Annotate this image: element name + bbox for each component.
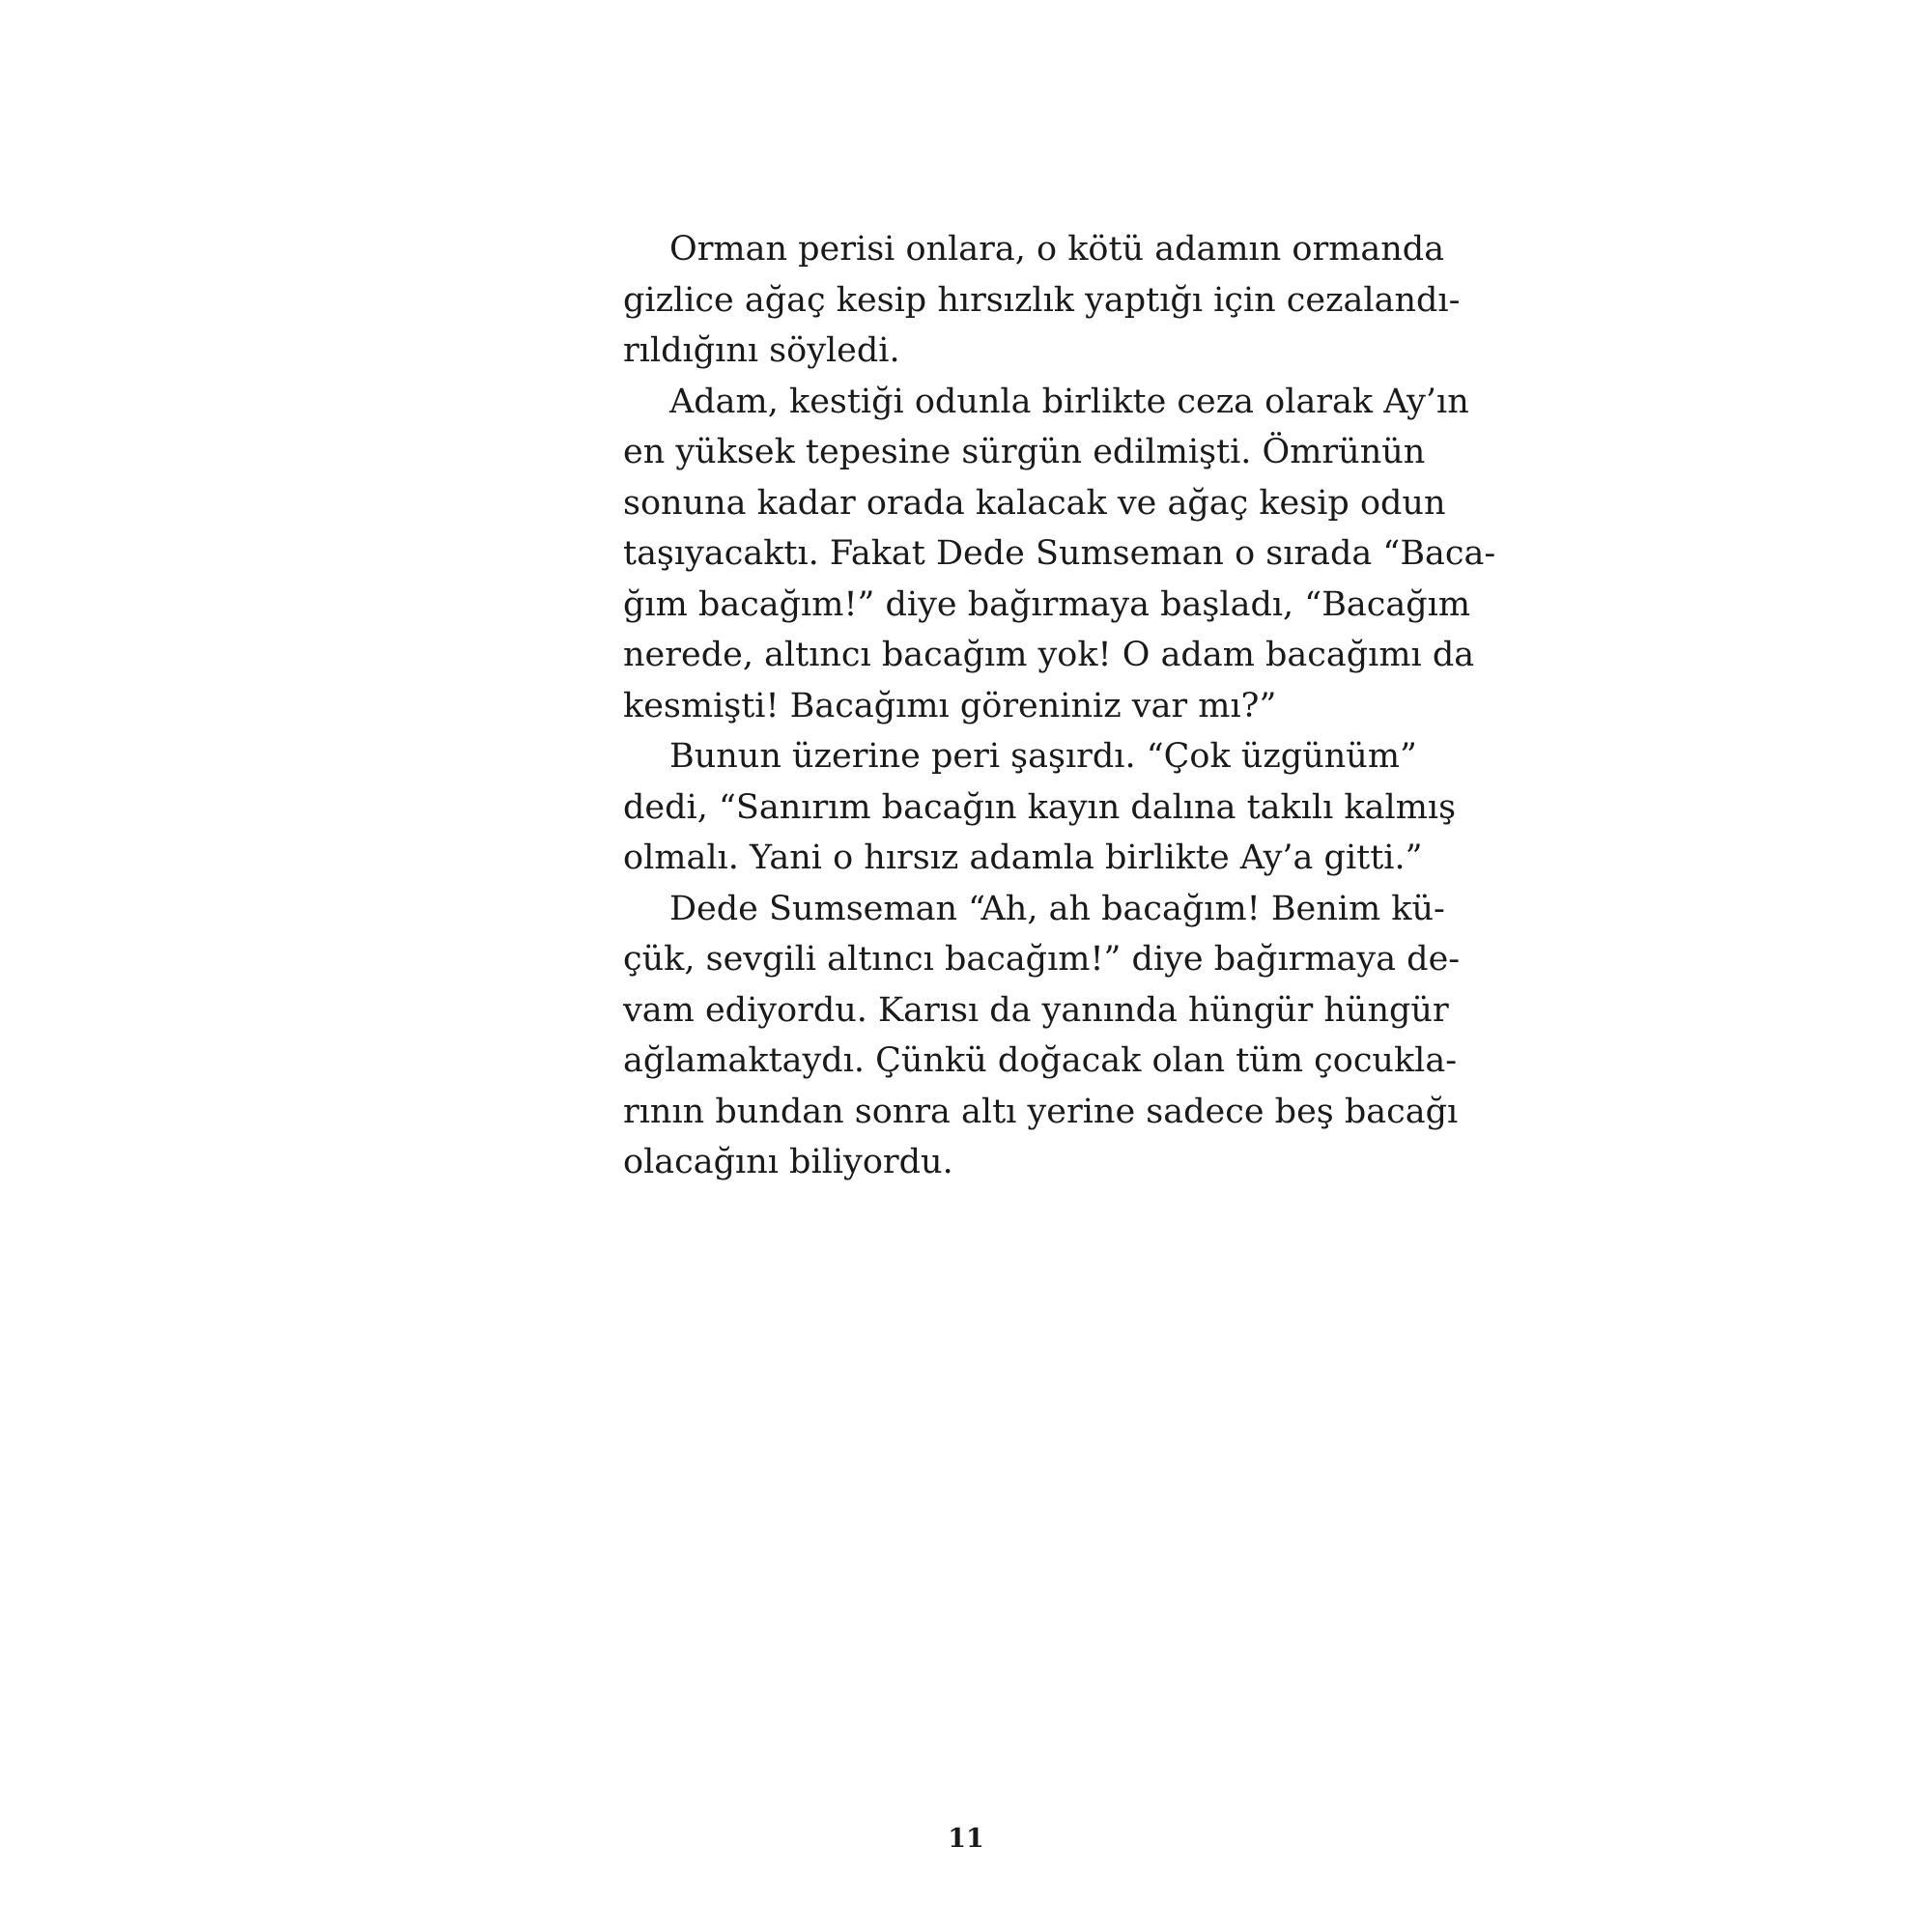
text-line: rıldığını söyledi. xyxy=(623,331,900,370)
paragraph xyxy=(623,884,1461,1188)
text-line: Adam, kestiği odunla birlikte ceza olarak Ay’ın xyxy=(669,382,1469,421)
paragraph xyxy=(623,377,1496,732)
text-line: olmalı. Yani o hırsız adamla birlikte Ay’a gitti.” xyxy=(623,838,1423,877)
text-line: olacağını biliyordu. xyxy=(623,1143,953,1181)
text-line: gizlice ağaç kesip hırsızlık yaptığı için cezalandı- xyxy=(623,280,1461,320)
text-line: dedi, “Sanırım bacağın kayın dalına takılı kalmış xyxy=(623,787,1457,827)
page-number: 11 xyxy=(948,1824,984,1854)
text-line: çük, sevgili altıncı bacağım!” diye bağırmaya de- xyxy=(623,940,1461,979)
text-line: Dede Sumseman “Ah, ah bacağım! Benim kü- xyxy=(669,889,1445,928)
text-line: kesmişti! Bacağımı göreniniz var mı?” xyxy=(623,686,1277,725)
text-line: Bunun üzerine peri şaşırdı. “Çok üzgünüm” xyxy=(669,737,1417,776)
text-line: nerede, altıncı bacağım yok! O adam bacağımı da xyxy=(623,636,1475,674)
text-line: rının bundan sonra altı yerine sadece beş bacağı xyxy=(623,1092,1459,1131)
text-line: en yüksek tepesine sürgün edilmişti. Ömrünün xyxy=(623,433,1426,471)
text-line: Orman perisi onlara, o kötü adamın ormanda xyxy=(669,230,1445,269)
text-line: vam ediyordu. Karısı da yanında hüngür hüngür xyxy=(623,990,1449,1030)
body-text xyxy=(623,224,1496,1188)
paragraph xyxy=(623,224,1461,377)
text-line: ağlamaktaydı. Çünkü doğacak olan tüm çocukla- xyxy=(623,1041,1458,1080)
text-line: ğım bacağım!” diye bağırmaya başladı, “Bacağım xyxy=(623,584,1471,624)
text-line: sonuna kadar orada kalacak ve ağaç kesip odun xyxy=(623,483,1446,523)
paragraph xyxy=(623,731,1457,884)
text-line: taşıyacaktı. Fakat Dede Sumseman o sırada “Baca- xyxy=(623,534,1496,573)
